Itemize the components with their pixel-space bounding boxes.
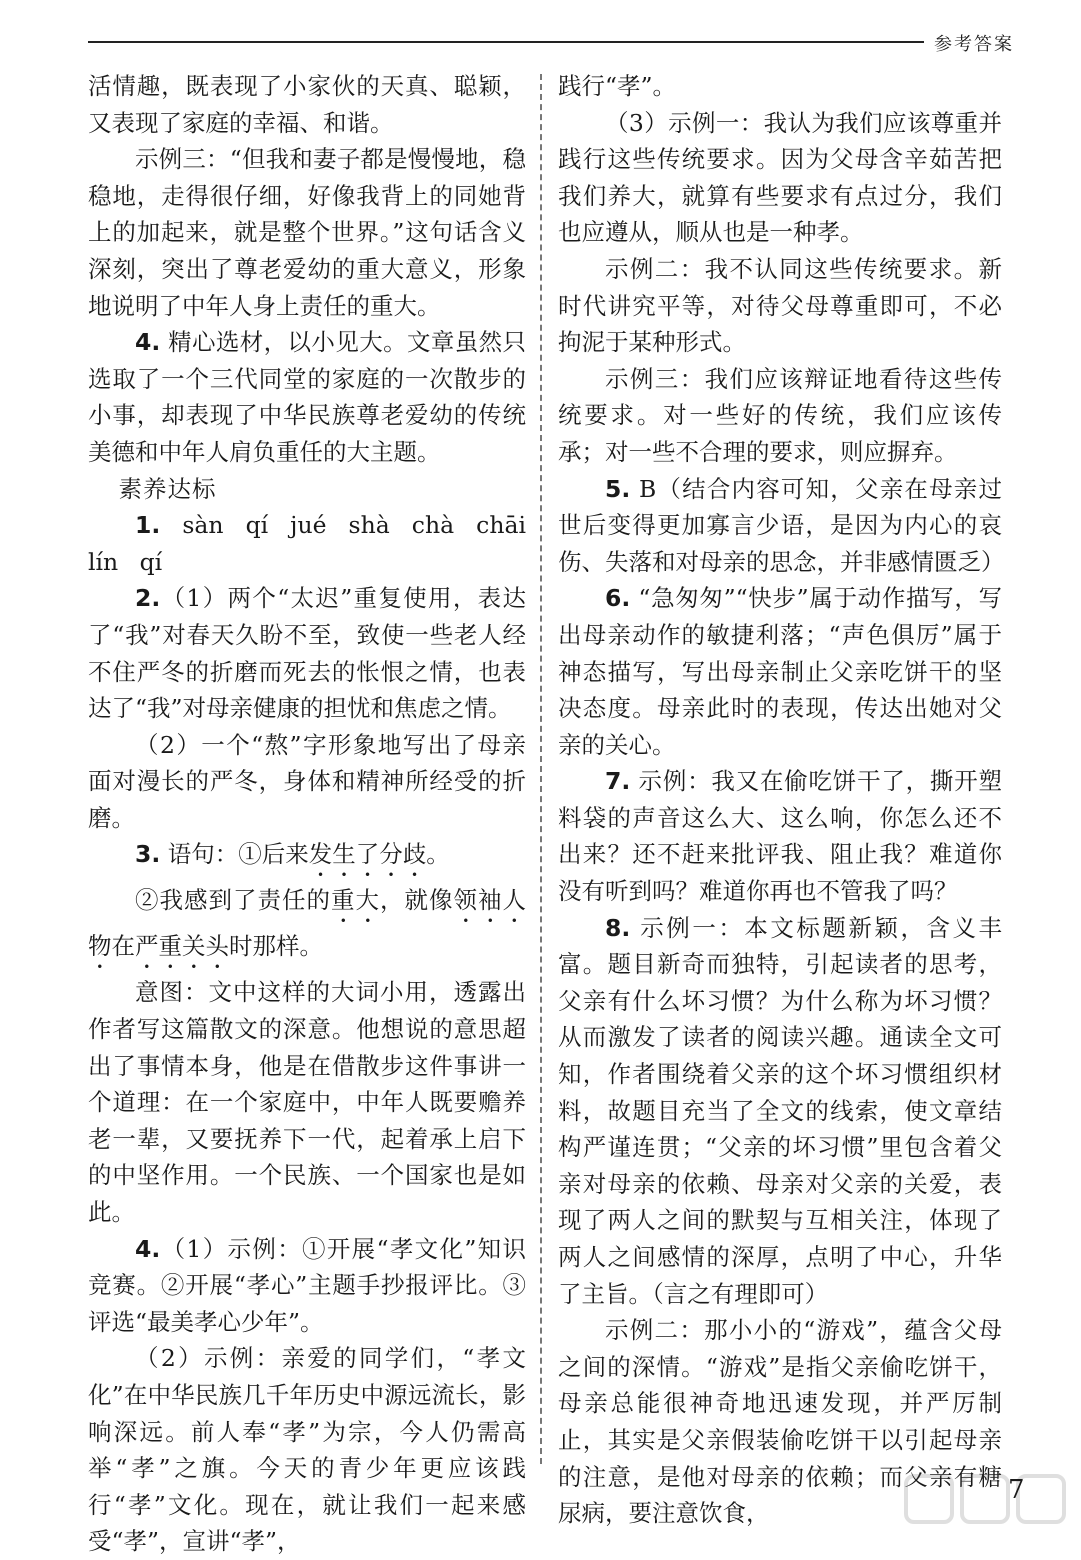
emphasized-text: 重大	[331, 886, 380, 915]
question-number: 2.	[135, 584, 161, 613]
header-rule	[88, 41, 924, 43]
question-number: 5.	[605, 474, 631, 503]
question-number: 1.	[135, 511, 161, 540]
answer-item	[88, 1231, 526, 1341]
paragraph: 示例二：我不认同这些传统要求。新时代讲究平等，对待父母尊重即可，不必拘泥于某种形式。	[558, 254, 1002, 357]
paragraph: （3）示例一：我认为我们应该尊重并践行这些传统要求。因为父母含辛茹苦把我们养大，就算有些要求有点过分，我们也应遵从，顺从也是一种孝。	[558, 108, 1002, 247]
section-heading: 素养达标	[118, 474, 217, 503]
question-number: 8.	[605, 913, 631, 942]
answer-item	[558, 471, 1005, 581]
question-number: 4.	[135, 328, 161, 357]
paragraph: 示例三：“但我和妻子都是慢慢地，稳稳地，走得很仔细，好像我背上的同她背上的加起来，就是整个世界。”这句话含义深刻，突出了尊老爱幼的重大意义，形象地说明了中年人身上责任的重大。	[88, 145, 526, 320]
answer-text: ，就像	[380, 886, 454, 915]
answer-text: 语句：①后来	[167, 840, 309, 869]
answer-text: “急匆匆”“快步”属于动作描写，写出母亲动作的敏捷利落；“声色俱厉”属于神态描写，写出母亲制止父亲吃饼干的坚决态度。母亲此时的表现，传达出她对父亲的关心。	[558, 584, 1002, 759]
answer-text: 时那样。	[229, 932, 323, 961]
answer-item	[88, 324, 526, 470]
answer-item	[88, 507, 526, 580]
paragraph: 示例三：我们应该辩证地看待这些传统要求。对一些好的传统，我们应该传承；对一些不合理的要求，则应摒弃。	[558, 364, 1002, 466]
emphasized-text: 发生了分歧	[308, 840, 427, 869]
answer-text: （1）示例：①开展“孝文化”知识竞赛。②开展“孝心”主题手抄报评比。③评选“最美孝心少年”。	[88, 1234, 526, 1336]
paragraph: 践行“孝”。	[558, 72, 677, 100]
emphasized-text: 严重关头	[135, 932, 229, 961]
left-column	[88, 68, 526, 1560]
answer-item	[88, 580, 526, 726]
answer-text: 精心选材，以小见大。文章虽然只选取了一个三代同堂的家庭的一次散步的小事，却表现了中华民族尊老爱幼的传统美德和中年人肩负重任的大主题。	[88, 328, 526, 466]
answer-item	[558, 763, 1002, 909]
emphasized-text: 领袖人物	[88, 886, 526, 961]
pinyin-answer: sàn qí jué shà chà chāi lín qí	[88, 511, 526, 576]
question-number: 6.	[605, 584, 631, 613]
paragraph: （2）一个“熬”字形象地写出了母亲面对漫长的严冬，身体和精神所经受的折磨。	[88, 730, 526, 832]
answer-text: ②我感到了责任的	[135, 886, 331, 915]
header-title: 参考答案	[934, 34, 1014, 55]
paragraph: （2）示例：亲爱的同学们，“孝文化”在中华民族几千年历史中源远流长，影响深远。前人奉“孝”为宗，今人仍需高举“孝”之旗。今天的青少年更应该践行“孝”文化。现在，就让我们一起来感受“孝”，宣讲“孝”，	[88, 1344, 526, 1556]
right-column	[558, 68, 1005, 1532]
answer-text: （1）两个“太迟”重复使用，表达了“我”对春天久盼不至，致使一些老人经不住严冬的折磨而死去的怅恨之情，也表达了“我”对母亲健康的担忧和焦虑之情。	[88, 584, 526, 723]
question-number: 7.	[605, 767, 631, 796]
column-divider	[540, 74, 542, 1464]
paragraph: 示例二：那小小的“游戏”，蕴含父母之间的深情。“游戏”是指父亲偷吃饼干，母亲总能很神奇地迅速发现，并严厉制止，其实是父亲假装偷吃饼干以引起母亲的注意，是他对母亲的依赖；而父亲有糖尿病，要注意饮食，	[558, 1316, 1002, 1528]
paragraph	[88, 882, 526, 974]
paragraph: 意图：文中这样的大词小用，透露出作者写这篇散文的深意。他想说的意思超出了事情本身，他是在借散步这件事讲一个道理：在一个家庭中，中年人既要赡养老一辈，又要抚养下一代，起着承上启下的中坚作用。一个民族、一个国家也是如此。	[88, 978, 526, 1227]
answer-item	[88, 836, 526, 882]
question-number: 4.	[135, 1234, 161, 1263]
answer-item	[558, 910, 1002, 1313]
page-number: 7	[1008, 1475, 1025, 1505]
answer-item	[558, 580, 1002, 763]
answer-text: 。	[426, 840, 450, 869]
question-number: 3.	[135, 840, 161, 869]
answer-text: 示例：我又在偷吃饼干了，撕开塑料袋的声音这么大、这么响，你怎么还不出来？还不赶来批评我、阻止我？难道你没有听到吗？难道你再也不管我了吗？	[558, 767, 1002, 906]
paragraph: 活情趣，既表现了小家伙的天真、聪颖，又表现了家庭的幸福、和谐。	[88, 72, 526, 137]
watermark-logo	[902, 1470, 1072, 1532]
answer-text: 示例一：本文标题新颖，含义丰富。题目新奇而独特，引起读者的思考，父亲有什么坏习惯？为什么称为坏习惯？从而激发了读者的阅读兴趣。通读全文可知，作者围绕着父亲的这个坏习惯组织材料，故题目充当了全文的线索，使文章结构严谨连贯；“父亲的坏习惯”里包含着父亲对母亲的依赖、母亲对父亲的关爱，表现了两人之间的默契与互相关注，体现了两人之间感情的深厚，点明了中心，升华了主旨。（言之有理即可）	[558, 913, 1002, 1308]
answer-text: B（结合内容可知，父亲在母亲过世后变得更加寡言少语，是因为内心的哀伤、失落和对母亲的思念，并非感情匮乏）	[558, 474, 1005, 576]
answer-text: 在	[111, 932, 135, 961]
